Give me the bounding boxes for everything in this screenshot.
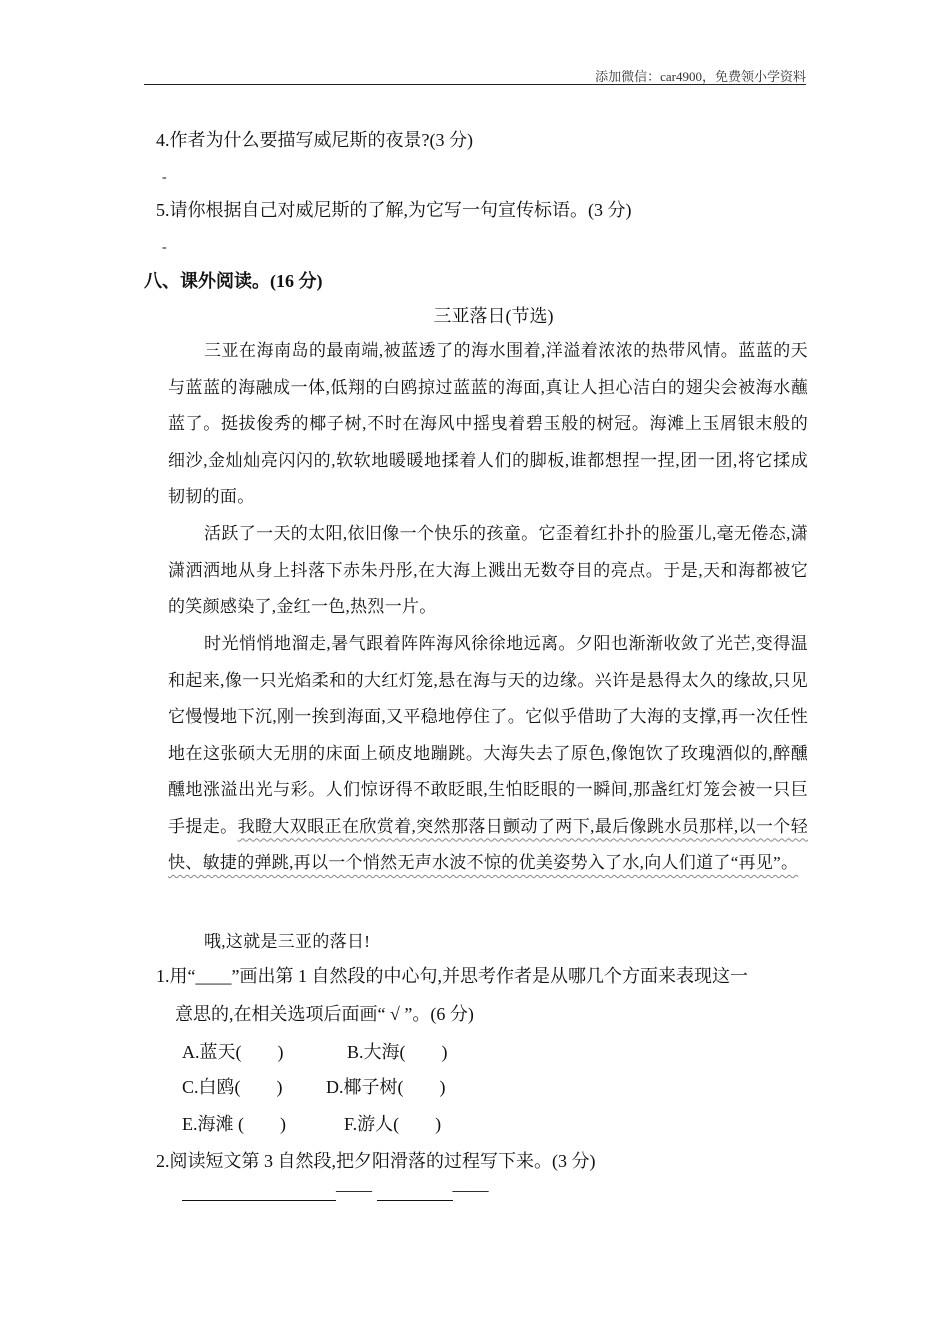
separator-1: —— bbox=[336, 1180, 372, 1200]
answer-blank-1[interactable] bbox=[182, 1182, 336, 1201]
option-a[interactable]: A.蓝天( ) bbox=[182, 1042, 284, 1062]
answer-line-row bbox=[182, 1180, 489, 1201]
answer-mark-5: - bbox=[162, 240, 167, 255]
question-4: 4.作者为什么要描写威尼斯的夜景?(3 分) bbox=[156, 130, 473, 150]
paragraph-3-text: 时光悄悄地溜走,暑气跟着阵阵海风徐徐地远离。夕阳也渐渐收敛了光芒,变得温和起来,像一只光焰柔和的大红灯笼,悬在海与天的边缘。兴许是悬得太久的缘故,只见它慢慢地下沉,刚一挨到海面,又平稳地停住了。它似乎借助了大海的支撑,再一次任性地在这张硕大无朋的床面上硕皮地蹦跳。大海失去了原色,像饱饮了玫瑰酒似的,醉醺醺地涨溢出光与彩。人们惊讶得不敢眨眼,生怕眨眼的一瞬间,那盏红灯笼会被一只巨手提走。 bbox=[168, 634, 808, 836]
article-paragraph-1: 三亚在海南岛的最南端,被蓝透了的海水围着,洋溢着浓浓的热带风情。蓝蓝的天与蓝蓝的海融成一体,低翔的白鸥掠过蓝蓝的海面,真让人担心洁白的翅尖会被海水蘸蓝了。挺拔俊秀的椰子树,不时在海风中摇曳着碧玉般的树冠。海滩上玉屑银末般的细沙,金灿灿亮闪闪的,软软地暖暖地揉着人们的脚板,谁都想捏一捏,团一团,将它揉成韧韧的面。 bbox=[168, 341, 808, 506]
option-b[interactable]: B.大海( ) bbox=[347, 1042, 448, 1062]
question-1-line-1: 1.用“____”画出第 1 自然段的中心句,并思考作者是从哪几个方面来表现这一 bbox=[156, 966, 748, 986]
separator-2: —— bbox=[452, 1180, 489, 1200]
option-d[interactable]: D.椰子树( ) bbox=[326, 1077, 446, 1097]
header-note: 添加微信：car4900，免费领小学资料 bbox=[595, 69, 806, 84]
option-f[interactable]: F.游人( ) bbox=[344, 1114, 442, 1134]
question-2: 2.阅读短文第 3 自然段,把夕阳滑落的过程写下来。(3 分) bbox=[156, 1151, 596, 1171]
article-paragraph-2: 活跃了一天的太阳,依旧像一个快乐的孩童。它歪着红扑扑的脸蛋儿,毫无倦态,潇潇洒洒地从身上抖落下赤朱丹彤,在大海上溅出无数夺目的亮点。于是,天和海都被它的笑颜感染了,金红一色,热烈一片。 bbox=[168, 524, 808, 616]
article-title: 三亚落日(节选) bbox=[433, 306, 554, 326]
section-title: 八、课外阅读。(16 分) bbox=[144, 271, 323, 291]
question-5: 5.请你根据自己对威尼斯的了解,为它写一句宣传标语。(3 分) bbox=[156, 200, 632, 220]
option-e[interactable]: E.海滩 ( ) bbox=[182, 1114, 286, 1134]
wavy-underlined-sentence: 我瞪大双眼正在欣赏着,突然那落日颤动了两下,最后像跳水员那样,以一个轻快、敏捷的弹跳,再以一个悄然无声水波不惊的优美姿势入了水,向人们道了“再见”。 bbox=[168, 816, 808, 872]
article-paragraph-3 bbox=[168, 626, 808, 882]
answer-mark-4: - bbox=[162, 170, 167, 185]
question-1-line-2: 意思的,在相关选项后面画“ √ ”。(6 分) bbox=[175, 1004, 474, 1024]
answer-blank-2[interactable] bbox=[377, 1182, 453, 1201]
article-paragraph-4: 哦,这就是三亚的落日! bbox=[204, 932, 371, 951]
header-rule bbox=[144, 84, 806, 85]
option-c[interactable]: C.白鸥( ) bbox=[182, 1077, 283, 1097]
